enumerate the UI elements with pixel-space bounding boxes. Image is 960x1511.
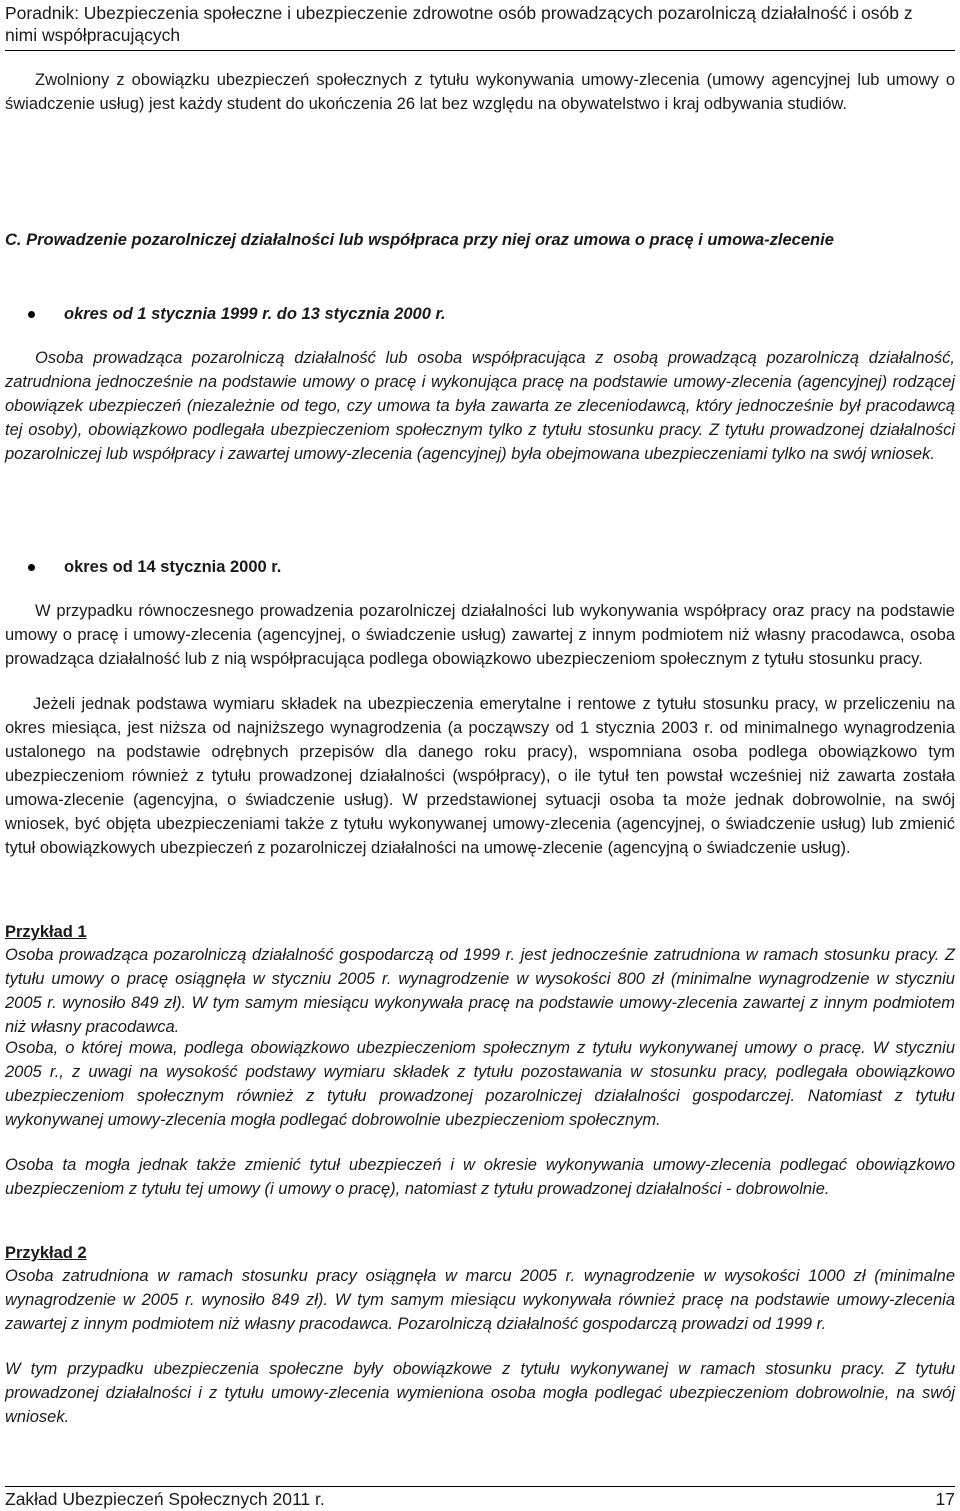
header-divider (5, 50, 955, 51)
footer-divider (5, 1486, 955, 1487)
bullet-icon (28, 564, 35, 571)
section-c-heading: C. Prowadzenie pozarolniczej działalności lub współpraca przy niej oraz umowa o pracę i umowa-zlecenie (5, 231, 834, 249)
period1-bullet (28, 302, 446, 326)
example1-title: Przykład 1 (5, 923, 87, 941)
period2-label: okres od 14 stycznia 2000 r. (64, 558, 282, 576)
example1-paragraph-3: Osoba ta mogła jednak także zmienić tytuł ubezpieczeń i w okresie wykonywania umowy-zlecenia podlegać obowiązkowo ubezpieczeniom z tytułu tej umowy (i umowy o pracę), natomiast z tytułu prowadzonej działalności - dobrowolnie. (5, 1156, 955, 1198)
footer-publisher: Zakład Ubezpieczeń Społecznych 2011 r. (5, 1489, 325, 1509)
period2-paragraph-1: W przypadku równoczesnego prowadzenia pozarolniczej działalności lub wykonywania współpracy oraz pracy na podstawie umowy o pracę i umowy-zlecenia (agencyjnej, o świadczenie usług) zawartej z innym podmiotem niż własny pracodawca, osoba prowadząca działalność lub z nią współpracująca podlega obowiązkowo ubezpieczeniom społecznym z tytułu stosunku pracy. (5, 602, 955, 668)
intro-paragraph: Zwolniony z obowiązku ubezpieczeń społecznych z tytułu wykonywania umowy-zlecenia (umowy agencyjnej lub umowy o świadczenie usług) jest każdy student do ukończenia 26 lat bez względu na obywatelstwo i kraj odbywania studiów. (5, 71, 955, 113)
period1-label: okres od 1 stycznia 1999 r. do 13 stycznia 2000 r. (64, 305, 446, 323)
example1-paragraph-1: Osoba prowadząca pozarolniczą działalność gospodarczą od 1999 r. jest jednocześnie zatrudniona w ramach stosunku pracy. Z tytułu umowy o pracę osiągnęła w styczniu 2005 r. wynagrodzenie w wysokości 800 zł (minimalne wynagrodzenie w styczniu 2005 r. wynosiło 849 zł). W tym samym miesiącu wykonywała pracę na podstawie umowy-zlecenia zawartej z innym podmiotem niż własny pracodawca. (5, 946, 955, 1036)
period1-paragraph: Osoba prowadząca pozarolniczą działalność lub osoba współpracująca z osobą prowadzącą pozarolniczą działalność, zatrudniona jednocześnie na podstawie umowy o pracę i wykonująca pracę na podstawie umowy-zlecenia (agencyjnej) rodzącej obowiązek ubezpieczeń (niezależnie od tego, czy umowa ta była zawarta ze zleceniodawcą, który jednocześnie był pracodawcą tej osoby), obowiązkowo podlegała ubezpieczeniom społecznym tylko z tytułu stosunku pracy. Z tytułu prowadzonej działalności pozarolniczej lub współpracy i zawartej umowy-zlecenia (agencyjnej) była obejmowana ubezpieczeniami tylko na swój wniosek. (5, 349, 955, 463)
document-header (5, 2, 935, 46)
bullet-icon (28, 311, 35, 318)
period2-paragraph-2: Jeżeli jednak podstawa wymiaru składek na ubezpieczenia emerytalne i rentowe z tytułu stosunku pracy, w przeliczeniu na okres miesiąca, jest niższa od najniższego wynagrodzenia (a począwszy od 1 stycznia 2003 r. od minimalnego wynagrodzenia ustalonego na podstawie odrębnych przepisów dla danego roku pracy), wspomniana osoba podlega obowiązkowo tym ubezpieczeniom również z tytułu prowadzonej działalności (współpracy), o ile tytuł ten powstał wcześniej niż zawarta została umowa-zlecenie (agencyjna, o świadczenie usług). W przedstawionej sytuacji osoba ta może jednak dobrowolnie, na swój wniosek, być objęta ubezpieczeniami także z tytułu wykonywanej umowy-zlecenia (agencyjnej, o świadczenie usług) lub zmienić tytuł obowiązkowych ubezpieczeń z pozarolniczej działalności na umowę-zlecenie (agencyjną o świadczenie usług). (5, 695, 955, 857)
example2-paragraph-2: W tym przypadku ubezpieczenia społeczne były obowiązkowe z tytułu wykonywanej w ramach stosunku pracy. Z tytułu prowadzonej działalności i z tytułu umowy-zlecenia wymieniona osoba mogła podlegać ubezpieczeniom dobrowolnie, na swój wniosek. (5, 1360, 955, 1426)
header-title: Poradnik: Ubezpieczenia społeczne i ubezpieczenie zdrowotne osób prowadzących pozarolniczą działalność i osób z nimi współpracujących (5, 3, 913, 45)
period2-bullet (28, 555, 281, 579)
example1-paragraph-2: Osoba, o której mowa, podlega obowiązkowo ubezpieczeniom społecznym z tytułu wykonywanej umowy o pracę. W styczniu 2005 r., z uwagi na wysokość podstawy wymiaru składek z tytułu pozostawania w stosunku pracy, podlegała obowiązkowo ubezpieczeniom społecznym również z tytułu prowadzonej pozarolniczej działalności gospodarczej. Natomiast z tytułu wykonywanej umowy-zlecenia mogła podlegać dobrowolnie ubezpieczeniom społecznym. (5, 1039, 955, 1129)
document-footer (5, 1488, 955, 1510)
example2-paragraph-1: Osoba zatrudniona w ramach stosunku pracy osiągnęła w marcu 2005 r. wynagrodzenie w wysokości 1000 zł (minimalne wynagrodzenie w 2005 r. wynosiło 849 zł). W tym samym miesiącu wykonywała również pracę na podstawie umowy-zlecenia zawartej z innym podmiotem niż własny pracodawca. Pozarolniczą działalność gospodarczą prowadzi od 1999 r. (5, 1267, 955, 1333)
example2-title: Przykład 2 (5, 1244, 87, 1262)
page-number: 17 (935, 1489, 955, 1509)
